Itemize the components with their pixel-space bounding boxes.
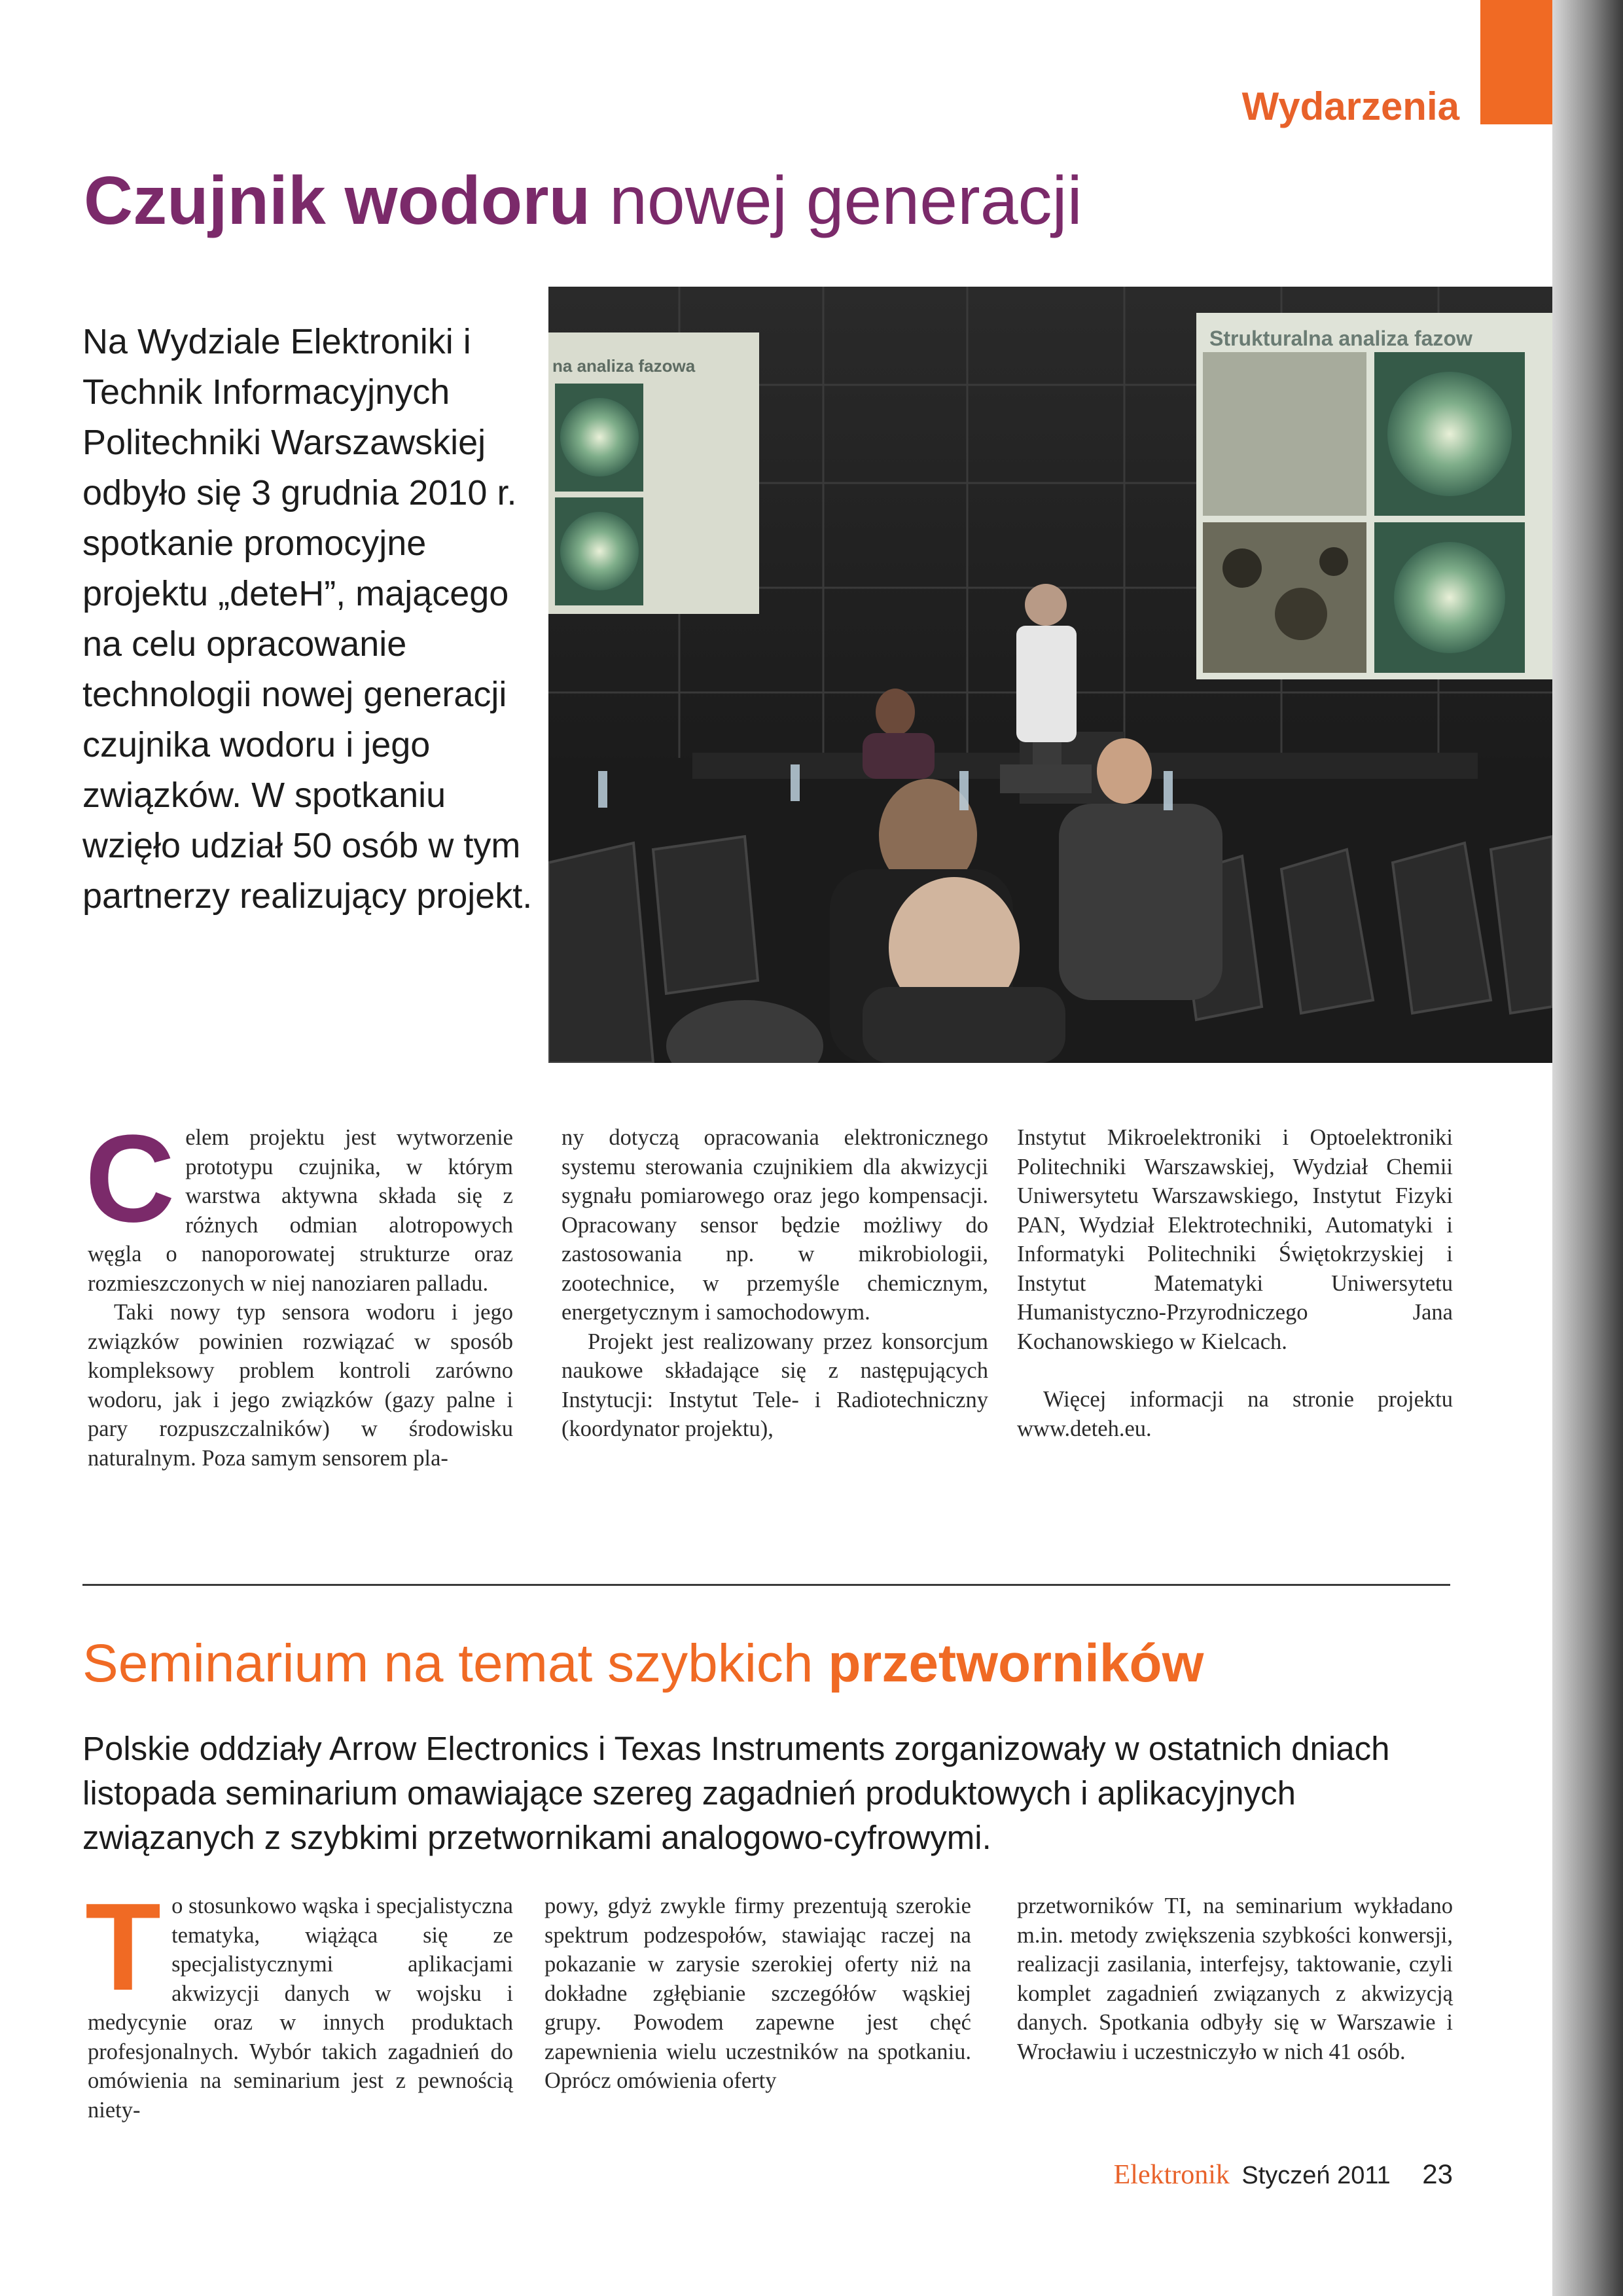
page-footer bbox=[1047, 2159, 1453, 2191]
article1-title bbox=[84, 164, 1491, 238]
section-label: Wydarzenia bbox=[1241, 84, 1459, 128]
section-color-tab bbox=[1480, 0, 1552, 124]
article1-lead: Na Wydziale Elektroniki i Technik Informacyjnych Politechniki Warszawskiej odbyło się 3 grudnia 2010 r. spotkanie promocyjne projektu „deteH”, mającego na celu opracowanie technologii nowej generacji czujnika wodoru i jego związków. W spotkaniu wzięło udział 50 osób w tym partnerzy realizujący projekt. bbox=[82, 322, 533, 916]
conference-photo bbox=[548, 287, 1552, 1063]
article1-title-bold: Czujnik wodoru bbox=[84, 163, 591, 239]
footer-magazine-name: Elektronik bbox=[1113, 2160, 1230, 2190]
article1-paragraph-3: ny dotyczą opracowania elektronicznego systemu sterowania czujnikiem dla akwizycji sygnału pomiarowego oraz jego kompensacji. Opracowany sensor będzie możliwy do zastosowania np. w mikrobiologii, zootechnice, w przemyśle chemicznym, energetycznym i samochodowym. bbox=[562, 1125, 988, 1325]
article2-column-1 bbox=[85, 1878, 513, 2125]
article2-title-regular: Seminarium na temat szybkich bbox=[82, 1634, 813, 1693]
article2-column-3 bbox=[1017, 1892, 1453, 2066]
article2-paragraph-2: powy, gdyż zwykle firmy prezentują szerokie spektrum podzespołów, stawiając raczej na pokazanie w zarysie szerokiej oferty niż na dokładne zgłębianie szczegółów wąskiej grupy. Powodem zapewne jest chęć zapewnienia wielu uczestników na spotkaniu. Oprócz omówienia oferty bbox=[544, 1893, 971, 2093]
left-slide-title: na analiza fazowa bbox=[552, 356, 696, 376]
article2-column-2 bbox=[544, 1892, 971, 2096]
article2-title-bold: przetworników bbox=[828, 1634, 1204, 1693]
article1-dropcap: C bbox=[85, 1109, 175, 1248]
speaker-head bbox=[1025, 584, 1067, 626]
article2-dropcap: T bbox=[85, 1878, 162, 2017]
article1-paragraph-1 bbox=[85, 1109, 513, 1298]
article2-lead: Polskie oddziały Arrow Electronics i Texas Instruments zorganizowały w ostatnich dniach listopada seminarium omawiające szereg zagadnień produktowych i aplikacyjnych związanych z szybkimi przetwornikami analogowo-cyfrowymi. bbox=[82, 1730, 1390, 1856]
article1-paragraph-6: Więcej informacji na stronie projektu www.deteh.eu. bbox=[1017, 1387, 1453, 1441]
article2-title bbox=[82, 1633, 1489, 1695]
article1-paragraph-2: Taki nowy typ sensora wodoru i jego związków powinien rozwiązać w sposób kompleksowy problem kontroli zarówno wodoru, jak i jego związków (gazy palne i pary rozpuszczalników) w środowisku naturalnym. Poza samym sensorem pla- bbox=[88, 1300, 513, 1471]
article1-title-rest: nowej generacji bbox=[609, 163, 1082, 239]
footer-page-number: 23 bbox=[1422, 2159, 1453, 2189]
article1-column-3 bbox=[1017, 1123, 1453, 1443]
article1-column-2 bbox=[562, 1123, 988, 1444]
speaker-shirt bbox=[1016, 626, 1077, 742]
conference-photo-drawing bbox=[548, 287, 1552, 1063]
footer-issue: Styczeń 2011 bbox=[1241, 2162, 1391, 2189]
article1-column-1 bbox=[85, 1109, 513, 1473]
article1-paragraph-1-text: elem projektu jest wytworzenie prototypu czujnika, w którym warstwa aktywna składa się z różnych odmian alotropowych węgla o nanoporowatej strukturze oraz rozmieszczonych w niej nanoziaren palladu. bbox=[88, 1125, 513, 1296]
article2-paragraph-1-text: o stosunkowo wąska i specjalistyczna tematyka, wiążąca się ze specjalistycznymi aplikacjami akwizycji danych w wojsku i medycynie oraz w innych produktach profesjonalnych. Wybór takich zagadnień do omówienia na seminarium jest z pewnością niety- bbox=[88, 1893, 513, 2123]
right-slide-title: Strukturalna analiza fazow bbox=[1209, 327, 1472, 350]
article1-paragraph-4: Projekt jest realizowany przez konsorcjum naukowe składające się z następujących Instytucji: Instytut Tele- i Radiotechniczny (koordynator projektu), bbox=[562, 1329, 988, 1441]
page-fold-shadow bbox=[1552, 0, 1623, 2296]
article1-paragraph-5: Instytut Mikroelektroniki i Optoelektroniki Politechniki Warszawskiej, Wydział Chemii Uniwersytetu Warszawskiego, Instytut Fizyki PAN, Wydział Elektrotechniki, Automatyki i Informatyki Politechniki Świętokrzyskiej i Instytut Matematyki Uniwersytetu Humanistyczno-Przyrodniczego Jana Kochanowskiego w Kielcach. bbox=[1017, 1125, 1453, 1354]
article2-paragraph-3: przetworników TI, na seminarium wykładano m.in. metody zwiększenia szybkości konwersji, realizacji zasilania, interfejsy, taktowanie, czyli komplet zagadnień związanych z akwizycją danych. Spotkania odbyły się w Warszawie i Wrocławiu i uczestniczyło w nich 41 osób. bbox=[1017, 1893, 1453, 2064]
article-divider bbox=[82, 1584, 1450, 1586]
article2-paragraph-1 bbox=[85, 1878, 513, 2125]
